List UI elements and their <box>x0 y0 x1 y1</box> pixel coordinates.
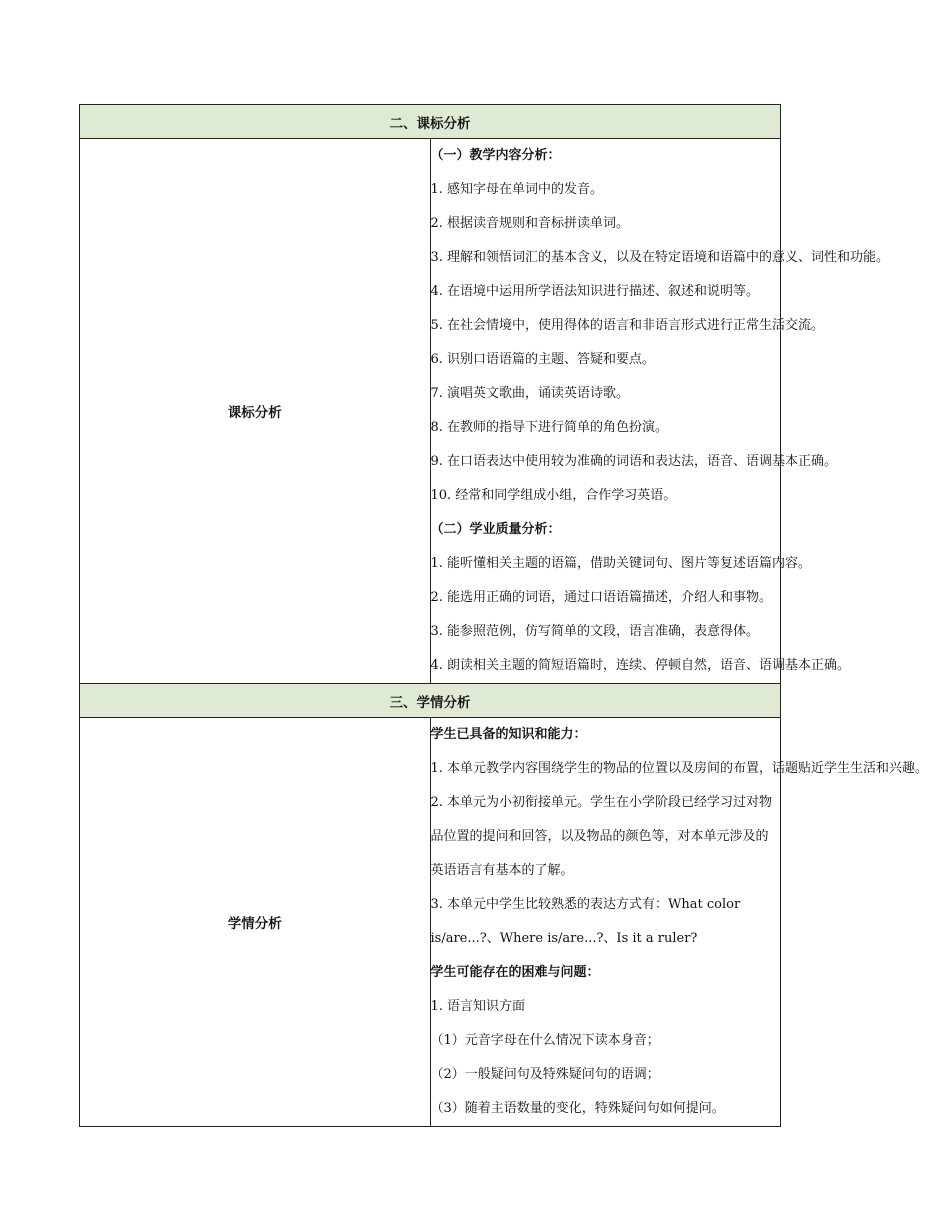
list-item: 6. 识别口语语篇的主题、答疑和要点。 <box>430 352 656 367</box>
list-item: 7. 演唱英文歌曲，诵读英语诗歌。 <box>430 386 630 401</box>
list-item: 3. 理解和领悟词汇的基本含义，以及在特定语境和语篇中的意义、词性和功能。 <box>430 250 890 265</box>
section-body-row <box>80 718 781 1127</box>
list-item: 1. 本单元教学内容围绕学生的物品的位置以及房间的布置，话题贴近学生生活和兴趣。 <box>430 761 928 776</box>
list-item: 2. 本单元为小初衔接单元。学生在小学阶段已经学习过对物品位置的提问和回答，以及物品的颜色等，对本单元涉及的英语语言有基本的了解。 <box>430 795 773 878</box>
section-header-row <box>80 105 781 139</box>
list-item: 1. 能听懂相关主题的语篇，借助关键词句、图片等复述语篇内容。 <box>430 556 812 571</box>
subheading: 学生可能存在的困难与问题： <box>430 965 600 980</box>
row-label-curriculum: 课标分析 <box>80 139 431 684</box>
content-cell-learner <box>430 718 928 1127</box>
list-item: 3. 本单元中学生比较熟悉的表达方式有：What color is/are...?、Where is/are...?、Is it a ruler? <box>430 897 741 946</box>
list-item: （2）一般疑问句及特殊疑问句的语调； <box>430 1067 660 1082</box>
section-title-curriculum: 二、课标分析 <box>80 105 781 139</box>
row-label-learner: 学情分析 <box>80 718 431 1127</box>
content-cell-curriculum <box>430 139 890 684</box>
subheading: 学生已具备的知识和能力： <box>430 727 587 742</box>
list-item: 1. 语言知识方面 <box>430 999 526 1014</box>
list-item: （3）随着主语数量的变化，特殊疑问句如何提问。 <box>430 1101 725 1116</box>
subheading: （二）学业质量分析： <box>430 522 561 537</box>
list-item: 8. 在教师的指导下进行简单的角色扮演。 <box>430 420 669 435</box>
list-item: 10. 经常和同学组成小组，合作学习英语。 <box>430 488 677 503</box>
list-item: 4. 朗读相关主题的简短语篇时，连续、停顿自然，语音、语调基本正确。 <box>430 658 851 673</box>
list-item: （1）元音字母在什么情况下读本身音； <box>430 1033 660 1048</box>
section-body-row <box>80 139 781 684</box>
list-item: 2. 根据读音规则和音标拼读单词。 <box>430 216 630 231</box>
list-item: 1. 感知字母在单词中的发音。 <box>430 182 604 197</box>
list-item: 9. 在口语表达中使用较为准确的词语和表达法，语音、语调基本正确。 <box>430 454 838 469</box>
list-item: 5. 在社会情境中，使用得体的语言和非语言形式进行正常生活交流。 <box>430 318 825 333</box>
analysis-table <box>79 104 928 1127</box>
section-header-row <box>80 684 781 718</box>
list-item: 3. 能参照范例，仿写简单的文段，语言准确，表意得体。 <box>430 624 760 639</box>
list-item: 2. 能选用正确的词语，通过口语语篇描述，介绍人和事物。 <box>430 590 773 605</box>
list-item: 4. 在语境中运用所学语法知识进行描述、叙述和说明等。 <box>430 284 760 299</box>
subheading: （一）教学内容分析： <box>430 148 561 163</box>
section-title-learner: 三、学情分析 <box>80 684 781 718</box>
